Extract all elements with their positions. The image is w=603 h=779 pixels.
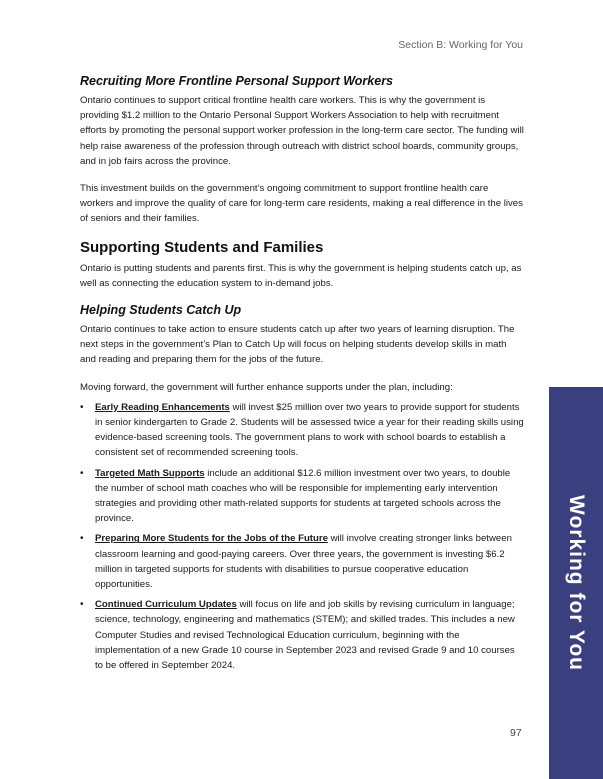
list-item <box>80 400 524 461</box>
list-item <box>80 466 524 527</box>
list-item <box>80 597 524 673</box>
bullet-icon: • <box>80 401 84 413</box>
bullet-text: include an additional $12.6 million investment over two years, to double the number of school math coaches who will be responsible for implementing early intervention strategies and providing other math-related supports for students at targeted schools across the province. <box>95 467 511 525</box>
catchup-paragraph-2: Moving forward, the government will further enhance supports under the plan, including: <box>80 381 453 393</box>
side-tab-label: Working for You <box>565 495 588 671</box>
catchup-heading: Helping Students Catch Up <box>80 303 242 318</box>
bullet-title: Early Reading Enhancements <box>95 401 230 413</box>
catchup-paragraph-1: Ontario continues to take action to ensure students catch up after two years of learning disruption. The next steps in the government’s Plan to Catch Up will focus on helping students develop skills in math and reading and preparing them for the jobs of the future. <box>80 324 515 366</box>
page-content <box>80 74 524 678</box>
page-number: 97 <box>510 727 522 739</box>
bullet-text: will focus on life and job skills by revising curriculum in language; science, technology, engineering and mathematics (STEM); and skilled trades. This includes a new Computer Studies and revised Technological Education curriculum, beginning with the implementation of a new Grade 10 course in September 2023 and revised Grade 9 and 10 courses to be offered in September 2024. <box>95 599 515 672</box>
recruiting-paragraph-1: Ontario continues to support critical frontline health care workers. This is why the government is providing $1.2 million to the Ontario Personal Support Workers Association to help with recruitment efforts by promoting the personal support worker profession in the long-term care sector. The funding will help raise awareness of the profession through outreach with district school boards, community groups, and in job fairs across the province. <box>80 95 524 167</box>
recruiting-heading: Recruiting More Frontline Personal Support Workers <box>80 74 394 88</box>
students-heading: Supporting Students and Families <box>80 238 324 256</box>
side-section-tab <box>549 387 603 779</box>
list-item <box>80 531 524 592</box>
recruiting-paragraph-2: This investment builds on the government’s ongoing commitment to support frontline health care workers and improve the quality of care for long-term care residents, making a real difference in the lives of seniors and their families. <box>80 183 523 225</box>
bullet-title: Preparing More Students for the Jobs of the Future <box>95 533 328 545</box>
bullet-text: will invest $25 million over two years to provide support for students in senior kindergarten to Grade 2. Students will be assessed twice a year for their reading skills using evidence-based screening tools. The government plans to work with school boards to establish a consistent set of recommended screening tools. <box>95 401 524 459</box>
bullet-icon: • <box>80 467 84 479</box>
bullet-icon: • <box>80 599 84 611</box>
bullet-text: will involve creating stronger links between classroom learning and good-paying careers. Over three years, the government is investing $6.2 million in targeted supports for students with disabilities to pursue cooperative education opportunities. <box>95 533 512 591</box>
students-paragraph: Ontario is putting students and parents first. This is why the government is helping students catch up, as well as connecting the education system to in-demand jobs. <box>80 262 522 289</box>
section-header: Section B: Working for You <box>398 39 523 51</box>
bullet-title: Continued Curriculum Updates <box>95 599 237 611</box>
bullet-icon: • <box>80 533 84 545</box>
supports-list <box>80 400 524 673</box>
bullet-title: Targeted Math Supports <box>95 467 205 479</box>
